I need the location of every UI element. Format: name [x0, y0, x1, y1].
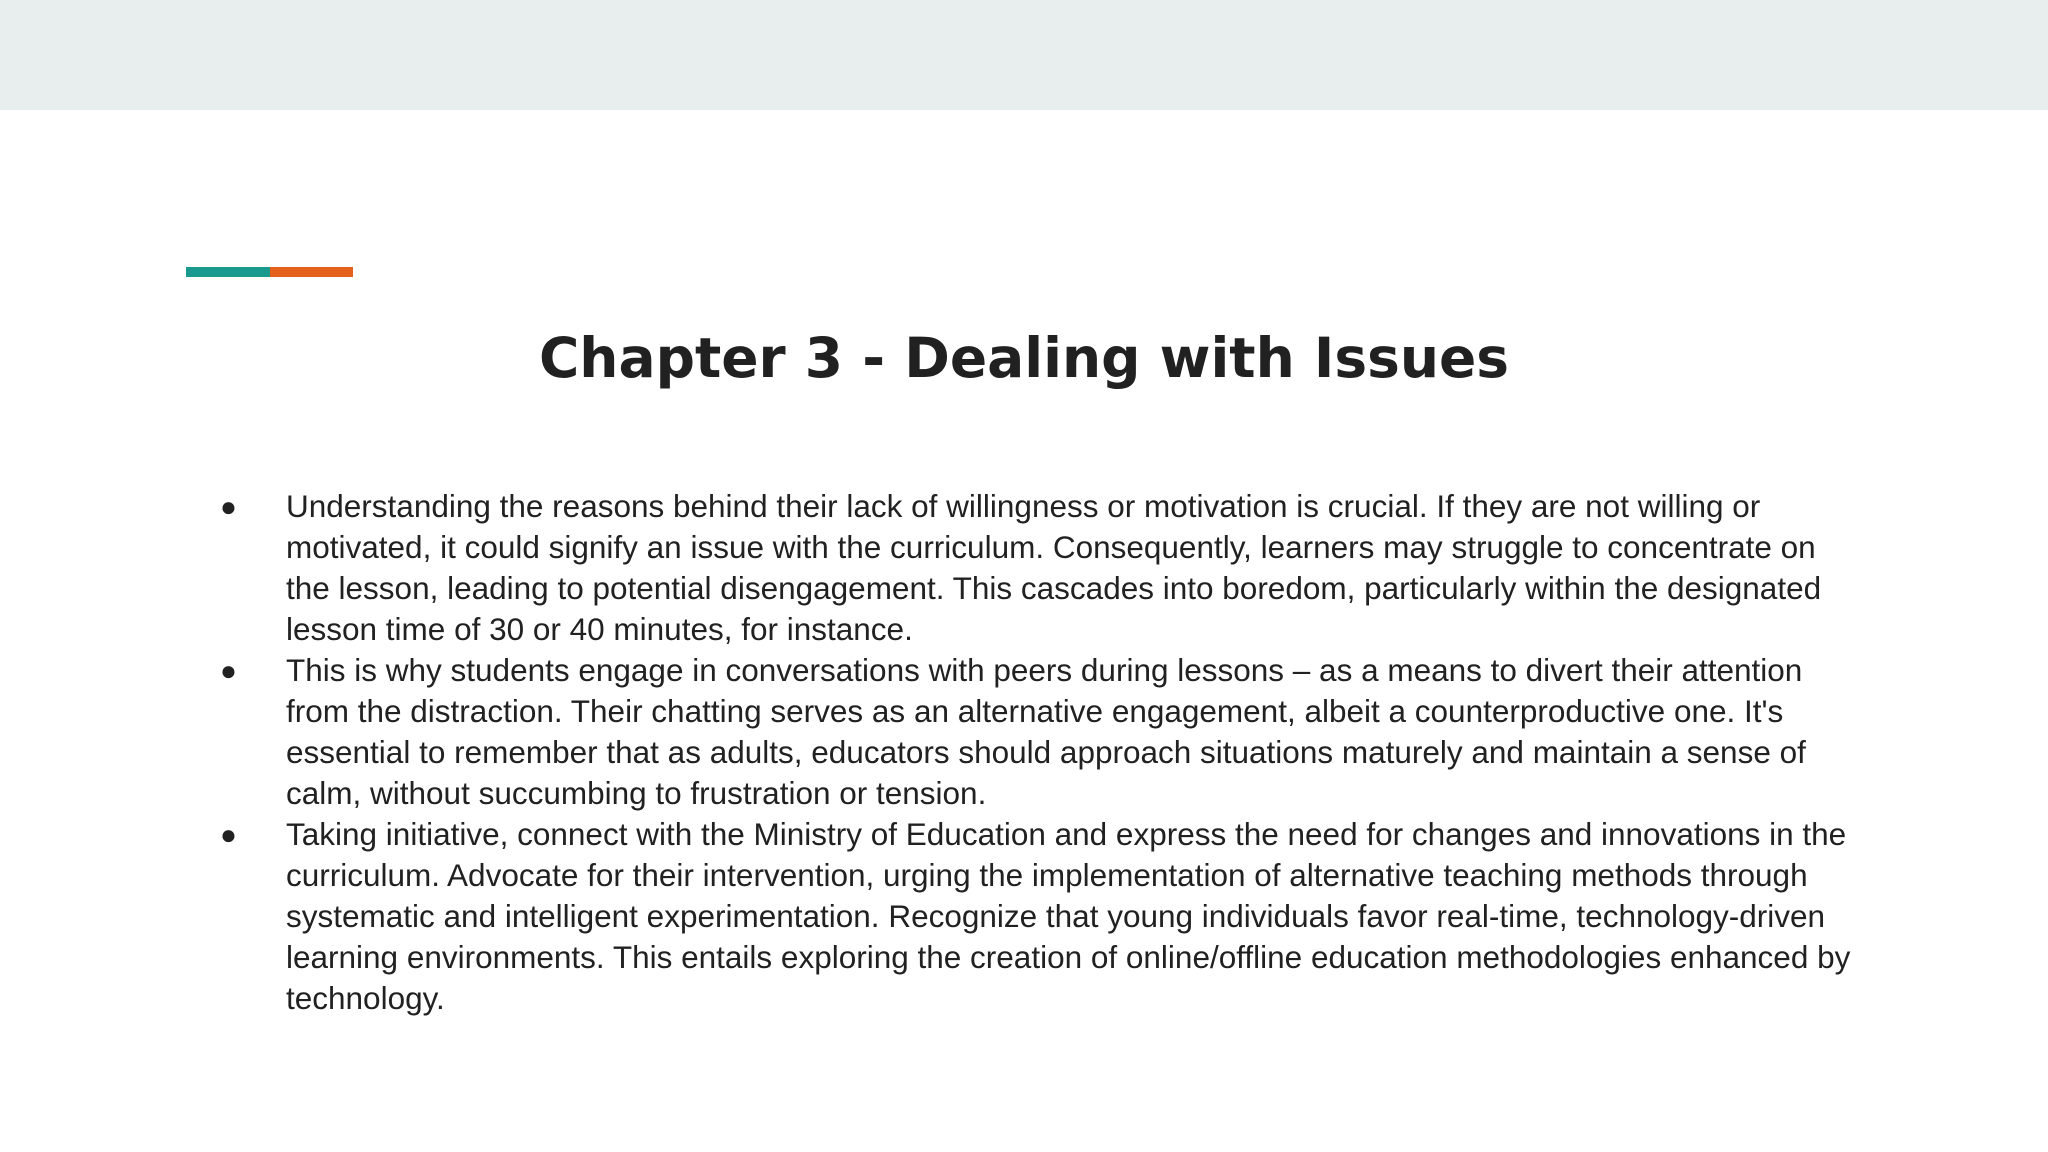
- bullet-dot-icon: ●: [220, 491, 237, 522]
- accent-bar-teal: [186, 267, 270, 277]
- bullet-dot-icon: ●: [220, 655, 237, 686]
- accent-bar: [186, 267, 353, 277]
- bullet-item: [218, 486, 1858, 650]
- accent-bar-orange: [270, 267, 353, 277]
- bullet-dot-icon: ●: [220, 819, 237, 850]
- top-band: [0, 0, 2048, 110]
- bullet-list: [218, 486, 1858, 1019]
- bullet-item: [218, 814, 1858, 1019]
- bullet-text: Understanding the reasons behind their lack of willingness or motivation is crucial. If they are not willing or motivated, it could signify an issue with the curriculum. Consequently, learners may struggle to concentrate on the lesson, leading to potential disengagement. This cascades into boredom, particularly within the designated lesson time of 30 or 40 minutes, for instance.: [286, 488, 1822, 647]
- slide-title: Chapter 3 - Dealing with Issues: [538, 326, 1510, 390]
- bullet-item: [218, 650, 1858, 814]
- bullet-text: Taking initiative, connect with the Ministry of Education and express the need for changes and innovations in the curriculum. Advocate for their intervention, urging the implementation of alternative teaching methods through systematic and intelligent experimentation. Recognize that young individuals favor real-time, technology-driven learning environments. This entails exploring the creation of online/offline education methodologies enhanced by technology.: [286, 816, 1851, 1016]
- bullet-text: This is why students engage in conversations with peers during lessons – as a means to divert their attention from the distraction. Their chatting serves as an alternative engagement, albeit a counterproductive one. It's essential to remember that as adults, educators should approach situations maturely and maintain a sense of calm, without succumbing to frustration or tension.: [286, 652, 1806, 811]
